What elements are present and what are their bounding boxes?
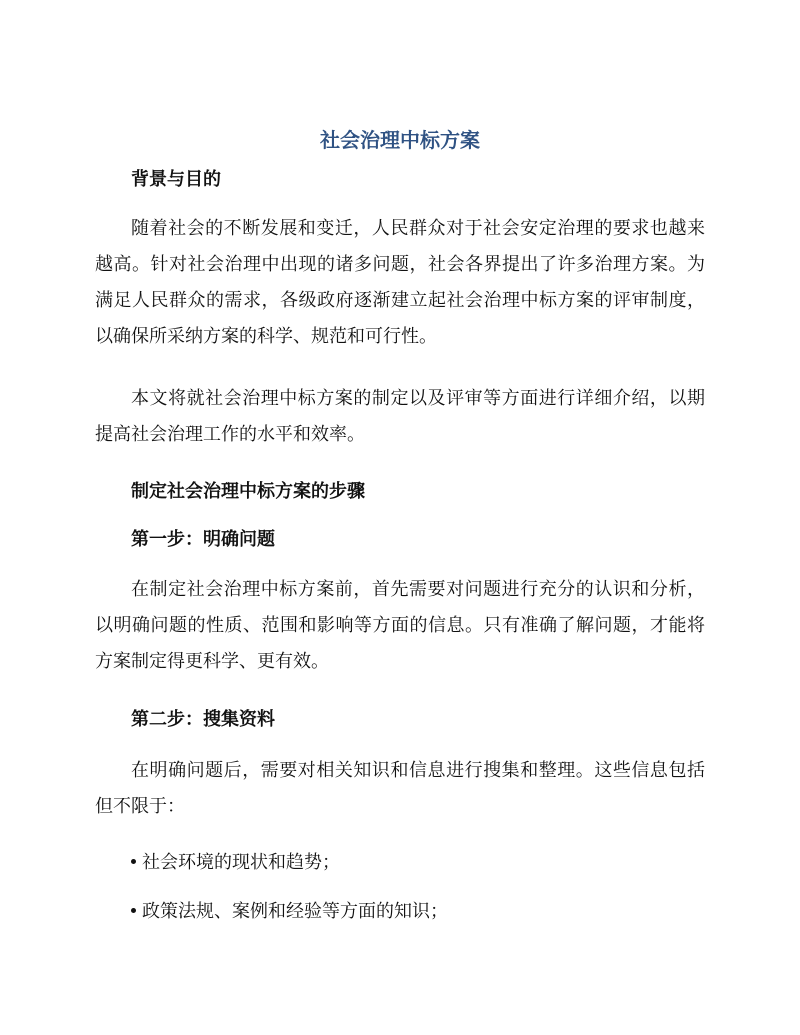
step2-heading: 第二步：搜集资料 bbox=[131, 709, 275, 730]
bullet-icon bbox=[131, 859, 136, 864]
section-heading-steps: 制定社会治理中标方案的步骤 bbox=[131, 481, 365, 502]
paragraph-step2: 在明确问题后，需要对相关知识和信息进行搜集和整理。这些信息包括但不限于： bbox=[95, 760, 705, 817]
bullet-icon bbox=[131, 908, 136, 913]
document-title: 社会治理中标方案 bbox=[320, 128, 480, 152]
paragraph-background-1: 随着社会的不断发展和变迁，人民群众对于社会安定治理的要求也越来越高。针对社会治理中出现的诸多问题，社会各界提出了许多治理方案。为满足人民群众的需求，各级政府逐渐建立起社会治理中标方案的评审制度，以确保所采纳方案的科学、规范和可行性。 bbox=[95, 218, 705, 347]
paragraph-background-2: 本文将就社会治理中标方案的制定以及评审等方面进行详细介绍，以期提高社会治理工作的水平和效率。 bbox=[95, 388, 705, 445]
list-item-text: 社会环境的现状和趋势； bbox=[142, 852, 340, 873]
list-item bbox=[131, 899, 448, 925]
section-heading-background: 背景与目的 bbox=[131, 169, 221, 190]
step1-heading: 第一步：明确问题 bbox=[131, 529, 275, 550]
list-item bbox=[131, 850, 340, 876]
list-item-text: 政策法规、案例和经验等方面的知识； bbox=[142, 901, 448, 922]
paragraph-step1: 在制定社会治理中标方案前，首先需要对问题进行充分的认识和分析，以明确问题的性质、范围和影响等方面的信息。只有准确了解问题，才能将方案制定得更科学、更有效。 bbox=[95, 579, 705, 672]
